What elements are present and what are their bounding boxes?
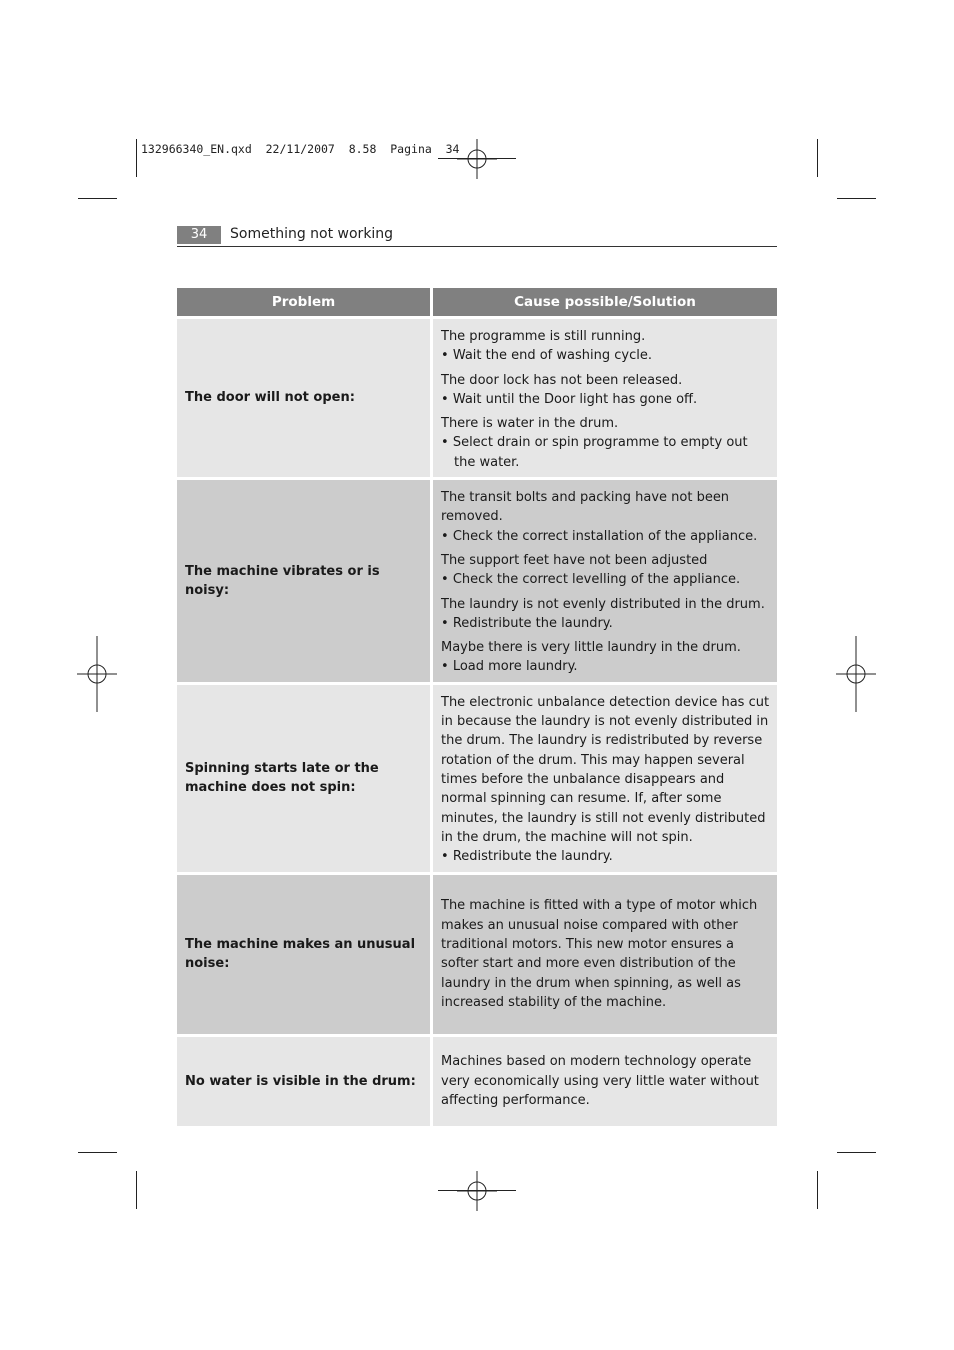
problem-cell: The machine makes an unusual noise:: [177, 875, 433, 1037]
table-row: [177, 1037, 777, 1129]
solution-cell: [433, 685, 777, 875]
problem-cell: Spinning starts late or the machine does not spin:: [177, 685, 433, 875]
crop-mark: [136, 1171, 137, 1209]
page-header: [177, 225, 777, 247]
crop-mark: [837, 198, 876, 199]
crop-mark: [817, 1171, 818, 1209]
solution-cell: [433, 480, 777, 685]
crop-mark: [136, 139, 137, 177]
troubleshooting-table: [177, 288, 777, 1129]
solution-cell: [433, 875, 777, 1037]
solution-text: • Redistribute the laundry.: [441, 614, 773, 633]
table-row: [177, 319, 777, 480]
explanation-text: Machines based on modern technology operate very economically using very little water without affecting performance.: [441, 1054, 759, 1108]
cause-text: Maybe there is very little laundry in the drum.: [441, 640, 741, 656]
solution-text: • Wait the end of washing cycle.: [441, 346, 773, 365]
section-title: Something not working: [230, 226, 394, 242]
problem-cell: The machine vibrates or is noisy:: [177, 480, 433, 685]
cause-text: The electronic unbalance detection device has cut in because the laundry is not evenly distributed in the drum. The laundry is redistributed by reverse rotation of the drum. This may happen several times before the unbalance disappears and normal spinning can resume. If, after some minutes, the laundry is still not evenly distributed in the drum, the machine will not spin.: [441, 694, 770, 845]
explanation-text: The machine is fitted with a type of motor which makes an unusual noise compared with other traditional motors. This new motor ensures a softer start and more even distribution of the laundry in the drum when spinning, as well as increased stability of the machine.: [441, 898, 758, 1010]
registration-mark-icon: [457, 1171, 497, 1211]
cause-text: The laundry is not evenly distributed in the drum.: [441, 596, 765, 612]
cause-text: The support feet have not been adjusted: [441, 552, 708, 568]
crop-mark: [78, 1152, 117, 1153]
solution-cell: [433, 1037, 777, 1129]
solution-cell: [433, 319, 777, 480]
problem-cell: The door will not open:: [177, 319, 433, 480]
crop-mark: [78, 198, 117, 199]
table-row: [177, 685, 777, 875]
table-row: [177, 480, 777, 685]
problem-cell: No water is visible in the drum:: [177, 1037, 433, 1129]
page-number: 34: [177, 226, 221, 244]
registration-mark-icon: [457, 139, 497, 179]
solution-text: • Load more laundry.: [441, 657, 773, 676]
cause-text: The door lock has not been released.: [441, 372, 683, 388]
registration-mark-icon: [77, 636, 117, 712]
cause-text: There is water in the drum.: [441, 416, 619, 432]
crop-mark: [817, 139, 818, 177]
solution-text: • Select drain or spin programme to empty out the water.: [441, 433, 773, 472]
table-body: [177, 319, 777, 1129]
solution-text: • Check the correct levelling of the appliance.: [441, 570, 773, 589]
registration-mark-icon: [836, 636, 876, 712]
print-slug: 132966340_EN.qxd 22/11/2007 8.58 Pagina 34: [141, 142, 460, 156]
table-header-row: [177, 288, 777, 319]
solution-text: • Check the correct installation of the appliance.: [441, 527, 773, 546]
cause-text: The programme is still running.: [441, 329, 646, 344]
cause-text: The transit bolts and packing have not been removed.: [441, 490, 730, 525]
header-cause-solution: Cause possible/Solution: [433, 288, 777, 319]
solution-text: • Wait until the Door light has gone off.: [441, 390, 773, 409]
crop-mark: [438, 158, 516, 159]
table-row: [177, 875, 777, 1037]
crop-mark: [837, 1152, 876, 1153]
header-problem: Problem: [177, 288, 433, 319]
crop-mark: [438, 1190, 516, 1191]
solution-text: • Redistribute the laundry.: [441, 847, 773, 866]
